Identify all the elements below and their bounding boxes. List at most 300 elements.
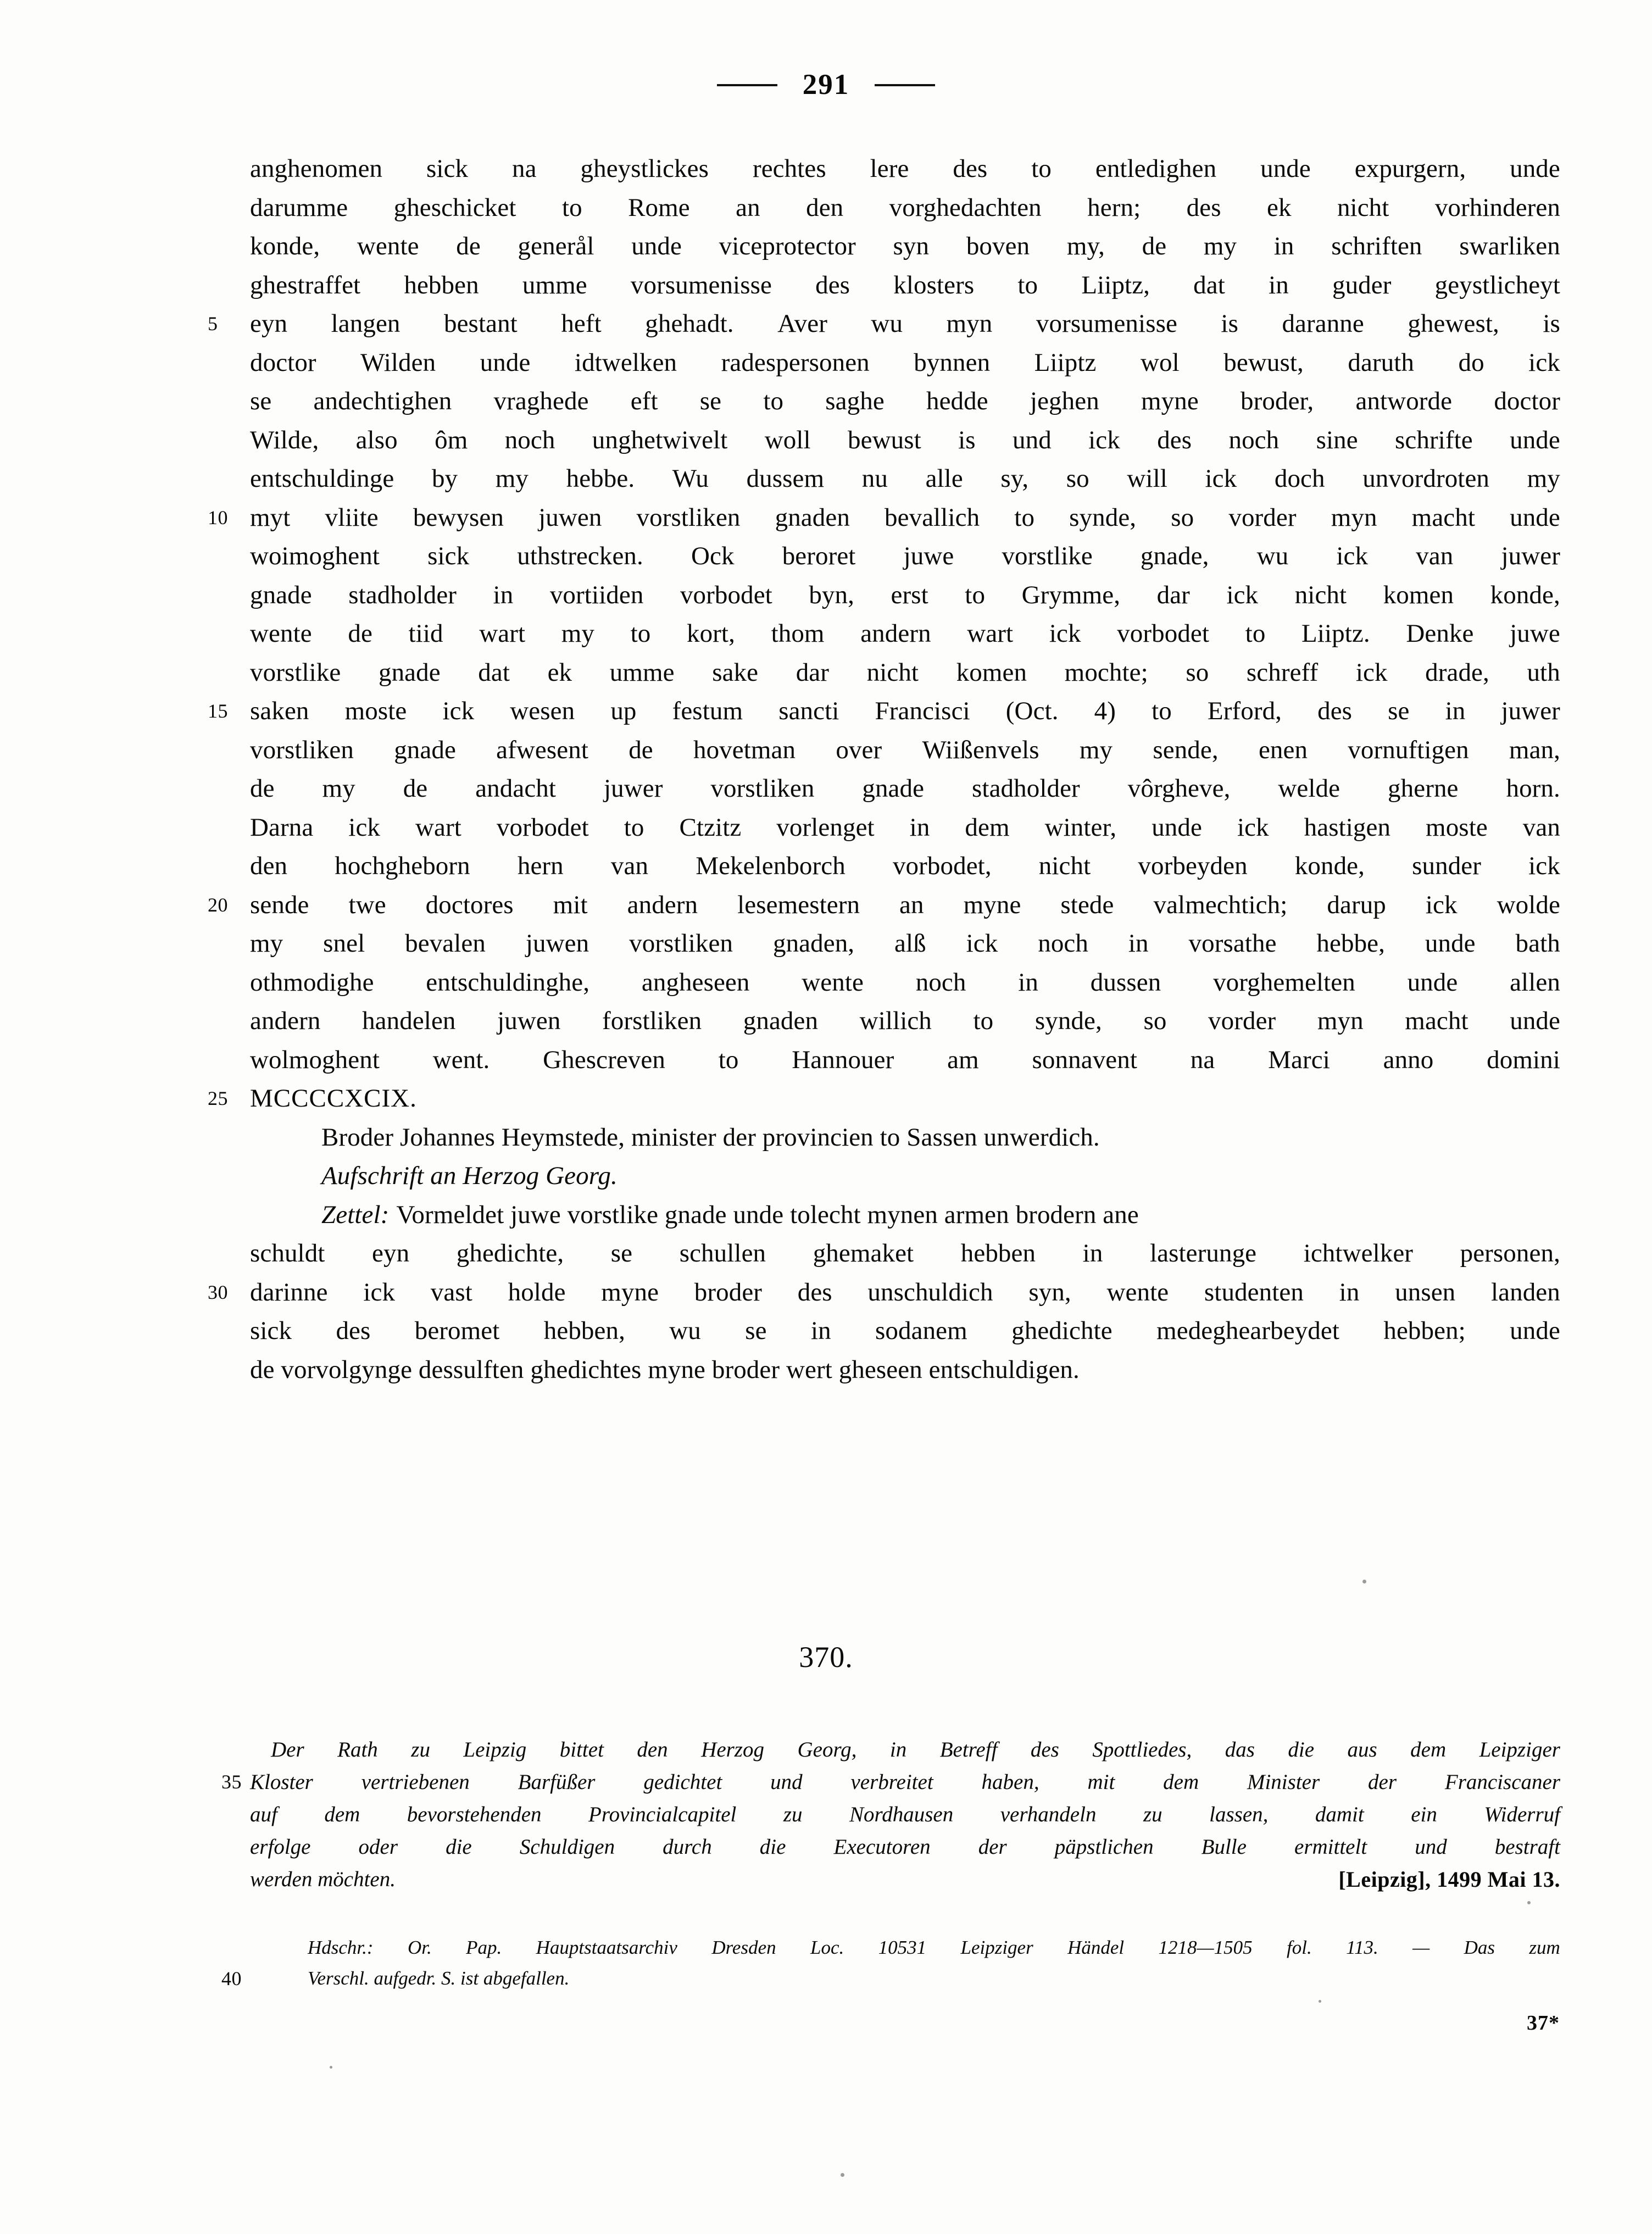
word: Ock (691, 542, 735, 570)
word: andern (860, 619, 931, 648)
word: sende, (1153, 735, 1219, 764)
word: unde (480, 348, 531, 377)
word: my (250, 929, 283, 958)
word: sende (250, 890, 309, 919)
word: vorbodet (1117, 619, 1210, 648)
word: to (973, 1007, 994, 1035)
word: unsen (1395, 1277, 1456, 1307)
word: ghemaket (813, 1239, 914, 1268)
word: to (1152, 697, 1172, 725)
word: so (1171, 503, 1194, 532)
word: forstliken (602, 1007, 702, 1035)
word: medeghearbeydet (1156, 1316, 1340, 1345)
word: sodanem (875, 1316, 967, 1345)
text-line (250, 963, 1560, 1002)
word: komen (1383, 580, 1454, 609)
word: jeghen (1030, 387, 1099, 415)
word: my (1203, 232, 1237, 260)
text-line (250, 731, 1560, 770)
word: my (1527, 464, 1560, 493)
word: Mekelenborch (696, 852, 846, 880)
word: mit (553, 890, 588, 919)
word: na (512, 154, 537, 183)
word: dem (965, 813, 1010, 842)
scan-speck (1319, 2000, 1321, 2003)
word: ick (1355, 658, 1388, 687)
word: bevallich (885, 503, 980, 532)
word: ichtwelker (1303, 1239, 1414, 1268)
word: Händel (1067, 1937, 1125, 1958)
word: boven (966, 232, 1030, 260)
word: vorbodet (680, 580, 772, 609)
word: went. (432, 1045, 490, 1074)
word: konde, (250, 232, 320, 260)
line-number: 5 (208, 313, 218, 335)
word: vorsathe (1188, 929, 1277, 958)
word: eyn (250, 309, 288, 338)
word: die (759, 1835, 786, 1859)
word: darup (1327, 890, 1386, 919)
word: sick (250, 1316, 292, 1345)
word: bittet (559, 1738, 604, 1761)
word: in (909, 813, 930, 842)
word: sancti (778, 697, 839, 725)
word: verbreitet (850, 1770, 933, 1794)
word: willich (859, 1007, 932, 1035)
word: broder, (1241, 387, 1314, 415)
word: ick (1528, 348, 1560, 377)
word: vornuftigen (1348, 735, 1469, 764)
word: woll (764, 425, 811, 454)
word: langen (331, 309, 401, 338)
word: horn. (1506, 774, 1560, 803)
word: sake (712, 658, 759, 687)
word: entschuldinge (250, 464, 394, 493)
word: ick (348, 813, 381, 842)
word: des (1317, 697, 1353, 725)
word: ick (1226, 580, 1259, 609)
word: Hannouer (792, 1045, 894, 1074)
word: an (736, 193, 760, 222)
word: mit (1087, 1770, 1115, 1794)
word: juwer (1501, 697, 1560, 725)
aufschrift-text: Aufschrift an Herzog Georg. (321, 1162, 618, 1190)
word: vertriebenen (361, 1770, 470, 1794)
word: so (1186, 658, 1209, 687)
word: wolmoghent (250, 1045, 380, 1074)
word: gherne (1388, 774, 1459, 803)
word: studenten (1204, 1277, 1304, 1307)
section-number-heading: 370. (799, 1641, 853, 1674)
word: ick (1088, 425, 1120, 454)
line-number: 10 (208, 506, 228, 529)
word: ick (1528, 852, 1560, 880)
word: schuldt (250, 1239, 325, 1268)
running-head (0, 70, 1652, 99)
word: hern; (1087, 193, 1141, 222)
word: unde (1510, 154, 1560, 183)
word: eyn (372, 1239, 410, 1268)
word: in (810, 1316, 831, 1345)
word: is (958, 425, 976, 454)
word: van (1522, 813, 1560, 842)
word: vorstliken (710, 774, 815, 803)
word: to (763, 387, 784, 415)
word: Marci (1268, 1045, 1330, 1074)
word: schullen (679, 1239, 766, 1268)
word: unde (1510, 425, 1560, 454)
printer-signature-mark: 37* (1527, 2011, 1560, 2035)
word: expurgern, (1354, 154, 1466, 183)
word: saken (250, 697, 309, 725)
word: dem (1410, 1738, 1447, 1761)
word: doctor (250, 348, 316, 377)
word: saghe (825, 387, 885, 415)
word: valmechtich; (1153, 890, 1288, 919)
word: bevorstehenden (407, 1803, 542, 1826)
regest-text: werden möchten. (250, 1868, 396, 1891)
document-text-block (208, 149, 1560, 1389)
word: das (1225, 1738, 1255, 1761)
word: gnaden, (772, 929, 855, 958)
word: wu (1256, 542, 1289, 570)
word: Bulle (1201, 1835, 1247, 1859)
word: vorsumenisse (1036, 309, 1177, 338)
word: ek (1266, 193, 1292, 222)
word: ick (966, 929, 998, 958)
text-line (208, 498, 1560, 537)
word: schreff (1246, 658, 1319, 687)
word: hebbe. (566, 464, 635, 493)
word: my (495, 464, 529, 493)
word: synde, (1069, 503, 1137, 532)
word: in (889, 1738, 907, 1761)
word: gnade (250, 580, 312, 609)
dateline: [Leipzig], 1499 Mai 13. (1338, 1867, 1560, 1892)
word: vorghemelten (1213, 968, 1355, 997)
word: wu (871, 309, 903, 338)
word: hovetman (693, 735, 796, 764)
word: stadholder (348, 580, 457, 609)
word: radespersonen (721, 348, 870, 377)
word: gnade (378, 658, 441, 687)
word: klosters (893, 270, 975, 299)
word: nicht (1038, 852, 1091, 880)
word: doctores (425, 890, 514, 919)
word: Georg, (797, 1738, 857, 1761)
word: unschuldich (867, 1277, 993, 1307)
word: woimoghent (250, 542, 380, 570)
word: juwe (903, 542, 954, 570)
scan-speck (330, 2066, 332, 2069)
word: gnaden (743, 1007, 819, 1035)
word: juwen (497, 1007, 561, 1035)
word: — (1412, 1937, 1430, 1958)
word: damit (1315, 1803, 1364, 1826)
word: daruth (1348, 348, 1415, 377)
word: wente (1106, 1277, 1169, 1307)
word: moste (344, 697, 407, 725)
text-line (250, 382, 1560, 421)
word: heft (561, 309, 602, 338)
word: andern (250, 1007, 321, 1035)
text-line-date-roman (208, 1079, 1560, 1118)
word: othmodighe (250, 968, 374, 997)
word: bath (1515, 929, 1560, 958)
line-number: 15 (208, 700, 228, 722)
word: in (1128, 929, 1149, 958)
word: juwer (1501, 542, 1560, 570)
word: entschuldinghe, (426, 968, 590, 997)
word: Loc. (810, 1937, 844, 1958)
word: an (899, 890, 924, 919)
text-line (250, 537, 1560, 576)
word: alß (894, 929, 926, 958)
word: hern (517, 852, 564, 880)
word: 4) (1094, 697, 1116, 725)
word: umme (522, 270, 587, 299)
word: do (1458, 348, 1484, 377)
word: Executoren (833, 1835, 931, 1859)
word: up (610, 697, 637, 725)
text-line (250, 1234, 1560, 1273)
header-rule-left-icon (717, 84, 777, 86)
word: byn, (809, 580, 854, 609)
word: unde (1260, 154, 1311, 183)
word: my (1079, 735, 1113, 764)
word: myt (250, 503, 291, 532)
word: thom (771, 619, 825, 648)
word: swarliken (1459, 232, 1560, 260)
word: entledighen (1095, 154, 1217, 183)
regest-line (250, 1831, 1560, 1863)
word: wart (479, 619, 526, 648)
word: ghedichte, (456, 1239, 564, 1268)
word: viceprotector (719, 232, 856, 260)
word: sine (1316, 425, 1358, 454)
word: hebben (404, 270, 479, 299)
scan-speck (1527, 1901, 1531, 1904)
word: to (1245, 619, 1266, 648)
word: in (1018, 968, 1039, 997)
word: vorstliken (629, 929, 733, 958)
word: ghehadt. (645, 309, 734, 338)
word: unde (1152, 813, 1202, 842)
word: beroret (782, 542, 856, 570)
zettel-label: Zettel: (321, 1200, 390, 1229)
word: de (348, 619, 372, 648)
word: to (1031, 154, 1052, 183)
regest-line (221, 1766, 1560, 1798)
page-number: 291 (802, 69, 850, 101)
word: den (250, 852, 288, 880)
text-line (250, 227, 1560, 266)
word: noch (1228, 425, 1280, 454)
text-line (250, 266, 1560, 305)
word: dar (1156, 580, 1190, 609)
text-line (250, 1002, 1560, 1041)
word: will (1127, 464, 1167, 493)
word: hebben; (1383, 1316, 1466, 1345)
word: dussen (1090, 968, 1161, 997)
word: Der (271, 1738, 304, 1761)
word: se (610, 1239, 633, 1268)
word: bewust, (1223, 348, 1304, 377)
word: personen, (1460, 1239, 1560, 1268)
word: lere (870, 154, 909, 183)
word: stede (1060, 890, 1114, 919)
text-line (208, 692, 1560, 731)
text-line (250, 343, 1560, 382)
word: synde, (1034, 1007, 1102, 1035)
word: darinne (250, 1277, 328, 1307)
word: wart (967, 619, 1014, 648)
word: bewust (848, 425, 921, 454)
word: vorbodet (496, 813, 589, 842)
text-line (250, 149, 1560, 188)
word: andacht (475, 774, 557, 803)
word: unghetwivelt (592, 425, 728, 454)
word: antworde (1355, 387, 1453, 415)
word: vliite (325, 503, 379, 532)
word: by (431, 464, 458, 493)
word: drade, (1425, 658, 1489, 687)
word: des (1030, 1738, 1059, 1761)
word: man, (1509, 735, 1560, 764)
word: afwesent (496, 735, 588, 764)
word: doctor (1494, 387, 1560, 415)
word: unde (1510, 1316, 1560, 1345)
word: de (250, 774, 275, 803)
word: vorstliken (250, 735, 354, 764)
word: bewysen (413, 503, 504, 532)
word: in (493, 580, 514, 609)
word: wente (357, 232, 419, 260)
word: Rome (628, 193, 690, 222)
word: Das (1464, 1937, 1495, 1958)
word: haben, (981, 1770, 1039, 1794)
word: my (561, 619, 594, 648)
word: vraghede (493, 387, 589, 415)
word: unde (1510, 1007, 1560, 1035)
word: hedde (926, 387, 988, 415)
word: Wilden (360, 348, 436, 377)
text-line (250, 614, 1560, 653)
word: broder (694, 1277, 763, 1307)
word: gnade (862, 774, 925, 803)
word: verhandeln (1000, 1803, 1097, 1826)
word: to (718, 1045, 739, 1074)
word: in (1082, 1239, 1103, 1268)
word: und (1013, 425, 1052, 454)
line-number: 20 (208, 893, 228, 916)
word: anghenomen (250, 154, 383, 183)
word: van (610, 852, 649, 880)
word: syn, (1028, 1277, 1071, 1307)
word: lasterunge (1149, 1239, 1257, 1268)
word: is (1543, 309, 1560, 338)
word: juwen (538, 503, 602, 532)
word: ick (1336, 542, 1369, 570)
word: vorstliken (636, 503, 741, 532)
word: gheystlickes (580, 154, 709, 183)
word: sonnavent (1032, 1045, 1138, 1074)
word: Betreff (939, 1738, 998, 1761)
word: ghedichte (1011, 1316, 1113, 1345)
word: nicht (1294, 580, 1347, 609)
word: vortiiden (549, 580, 644, 609)
word: der (1368, 1770, 1397, 1794)
word: wol (1141, 348, 1180, 377)
word: snel (323, 929, 365, 958)
word: tiid (408, 619, 443, 648)
word: ôm (435, 425, 468, 454)
word: juwen (525, 929, 589, 958)
word: is (1221, 309, 1238, 338)
word: twe (348, 890, 386, 919)
word: den (806, 193, 844, 222)
word: Franciscaner (1444, 1770, 1560, 1794)
header-rule-right-icon (875, 84, 935, 86)
word: alle (925, 464, 963, 493)
word: de (628, 735, 653, 764)
line-number: 30 (208, 1281, 228, 1303)
word: ein (1411, 1803, 1437, 1826)
source-note-line (308, 1932, 1560, 1963)
word: idtwelken (574, 348, 677, 377)
word: vorder (1228, 503, 1297, 532)
word: myne (1141, 387, 1199, 415)
word: myn (1331, 503, 1377, 532)
word: van (1416, 542, 1454, 570)
word: my, (1066, 232, 1105, 260)
word: sy, (1000, 464, 1029, 493)
word: moste (1426, 813, 1488, 842)
word: vorsumenisse (630, 270, 772, 299)
word: Leipzig (463, 1738, 527, 1761)
line-number: 35 (221, 1771, 242, 1793)
regest-block (221, 1733, 1560, 1896)
word: mochte; (1064, 658, 1148, 687)
word: also (355, 425, 398, 454)
word: welde (1278, 774, 1340, 803)
zettel-text: Vormeldet juwe vorstlike gnade unde tolecht mynen armen brodern ane (396, 1200, 1139, 1229)
word: generål (518, 232, 594, 260)
word: to (1014, 503, 1035, 532)
word: dar (796, 658, 830, 687)
word: unvordroten (1362, 464, 1490, 493)
word: 1218—1505 (1158, 1937, 1253, 1958)
word: wente (802, 968, 864, 997)
word: vast (430, 1277, 472, 1307)
word: landen (1490, 1277, 1560, 1307)
word: darumme (250, 193, 348, 222)
text-line (250, 1311, 1560, 1351)
text-line (250, 459, 1560, 498)
text-line (250, 924, 1560, 963)
word: des (1186, 193, 1221, 222)
word: gnade (394, 735, 456, 764)
word: ick (442, 697, 475, 725)
word: so (1066, 464, 1089, 493)
word: oder (358, 1835, 398, 1859)
scan-speck (841, 2173, 844, 2177)
word: stadholder (972, 774, 1080, 803)
text-line (250, 847, 1560, 886)
line-text: de vorvolgynge dessulften ghedichtes myne broder wert gheseen entschuldigen. (250, 1355, 1080, 1384)
word: Aver (777, 309, 827, 338)
word: und (770, 1770, 803, 1794)
